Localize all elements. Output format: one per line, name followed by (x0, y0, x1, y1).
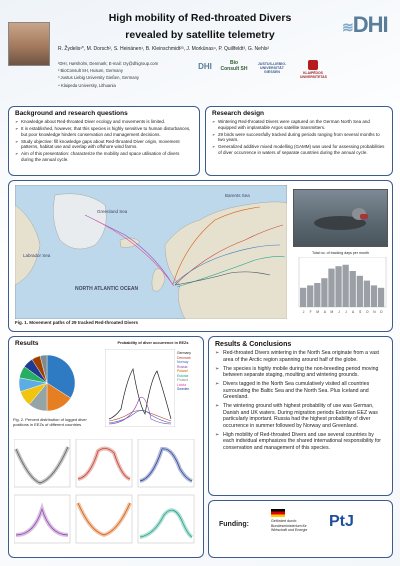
prob-panel-frame (76, 439, 132, 487)
prob-panel (76, 439, 132, 487)
klaipeda-crest-icon (308, 60, 318, 70)
prob-legend (177, 351, 203, 392)
funding-box (208, 500, 393, 558)
hist-bar (335, 266, 341, 307)
pie-caption: Fig. 2. Percent distribution of logged diver positions in EEZs of different countries (13, 417, 87, 427)
author-photo (8, 22, 50, 66)
prob-panel (138, 439, 194, 487)
funder-bmwi: Gefördert durch: Bundesministerium für Wirtschaft und Energie (271, 509, 319, 533)
prob-panel (76, 495, 132, 543)
research-design-box (205, 106, 393, 176)
background-item-4: ➢ Aim of this presentation: characterize the mobility and space utilisation of divers during the annual cycle. (15, 151, 193, 162)
probability-chart (105, 349, 175, 427)
hist-bar (378, 288, 384, 307)
background-heading: Background and research questions (15, 110, 128, 117)
legend-entry: Germany (177, 351, 191, 355)
conclusions-heading: Results & Conclusions (215, 341, 292, 348)
poster-title (70, 10, 330, 44)
hist-tick-label: N (373, 310, 376, 314)
conclusion-item-4: ➢ The wintering ground with highest probability of use was German, Danish and UK waters. During migration periods Estonian EEZ was particularly important. Russia had the highest probability of diver occurrence in summer followed by Norway and Greenland. (215, 403, 386, 429)
design-item-1: ➢ Wintering Red-throated Divers were captured on the German North Sea and equipped with implantable Argos satellite transmitters. (212, 119, 386, 130)
funder-ptj-logo: PtJ (329, 513, 354, 530)
jlu-logo: JUSTUS-LIEBIG-UNIVERSITÄT GIESSEN (257, 62, 287, 74)
dhi-logo-large (342, 12, 388, 38)
hist-tick-label: A (352, 310, 355, 314)
design-item-2: ➢ 29 birds were successfully tracked during periods ranging from several months to two years. (212, 132, 386, 143)
design-item-3: ➢ Generalized additive mixed modelling (GAMM) was used for assessing probabilities of diver occurrence in waters of separate countries during the annual cycle. (212, 144, 386, 155)
hist-bar (371, 285, 377, 307)
map-box (8, 180, 393, 332)
background-item-2: ➢ It is established, however, that this species is highly sensitive to human disturbances, but poor knowledge hinders conservation and management decisions. (15, 126, 193, 137)
conclusion-item-2: ➢ The species is highly mobile during the non-breeding period moving between separate staging, moulting and wintering grounds. (215, 366, 386, 379)
hist-tick-label: O (366, 310, 369, 314)
diver-photo (293, 189, 388, 247)
bioconsult-logo: Bio Consult SH (220, 60, 248, 72)
design-heading: Research design (212, 110, 265, 117)
affiliations (58, 60, 188, 89)
dhi-logo-text: DHI (352, 12, 388, 37)
results-box (8, 336, 204, 558)
tracking-histogram (293, 257, 388, 315)
hist-tick-label: J (345, 310, 347, 314)
hist-bar (300, 288, 306, 307)
map-label-barents-sea: Barents Sea (225, 193, 250, 198)
affiliation-2: ² BioConsult SH, Husum, Germany (58, 68, 123, 74)
results-heading: Results (15, 340, 39, 347)
dhi-logo-wave: ≋ (342, 19, 353, 35)
hist-tick-label: S (359, 310, 362, 314)
prob-panel (14, 439, 70, 487)
hist-bar (321, 278, 327, 307)
hist-tick-label: A (323, 310, 326, 314)
diver-throat (360, 214, 368, 219)
legend-entry: Russia (177, 364, 188, 369)
dhi-logo-small: DHI (198, 62, 212, 71)
legend-entry: Sweden (177, 387, 190, 391)
map-label-north-atlantic: NORTH ATLANTIC OCEAN (75, 286, 139, 292)
legend-entry: Denmark (177, 355, 191, 360)
german-flag-icon (271, 509, 285, 517)
hist-bar (364, 281, 370, 307)
legend-entry: Finland (177, 378, 189, 382)
eez-pie-chart (15, 351, 79, 415)
hist-tick-label: M (330, 310, 334, 314)
legend-entry: Estonia (177, 373, 189, 378)
eez-probability-panels (14, 439, 200, 549)
conclusion-item-1: ➢ Red-throated Divers wintering in the North Sea originate from a vast area of the Arctic region spanning around half of the globe. (215, 350, 386, 363)
legend-entry: Norway (177, 360, 189, 364)
hist-bar (343, 265, 349, 307)
affiliation-1: ¹DHI, Hørsholm, Denmark; E-mail: rzy@dhigroup.com (58, 61, 159, 66)
hist-bar (328, 269, 334, 307)
legend-entry: Poland (177, 369, 188, 373)
prob-chart-title: Probability of diver occurrence in EEZs (117, 341, 189, 345)
hist-tick-label: F (309, 310, 312, 314)
prob-panel (138, 495, 194, 543)
hist-bar (357, 276, 363, 307)
affiliation-3: ³ Justus Liebig University Gießen, Germany (58, 75, 139, 81)
conclusion-item-5: ➢ High mobility of Red-throated Divers and use several countries by each individual emphasizes the shared international responsibility for conservation and management of this species. (215, 432, 386, 452)
klaipeda-logo: KLAIPĖDOS UNIVERSITETAS (300, 60, 326, 80)
background-box (8, 106, 200, 176)
movement-map (15, 185, 287, 319)
map-label-labrador-sea: Labrador Sea (23, 253, 51, 258)
conclusion-item-3: ➢ Divers tagged in the North Sea cumulatively visited all countries surrounding the Baltic Sea and the North Sea. Plus Iceland and Greenland. (215, 381, 386, 401)
legend-entry: Latvia (177, 382, 187, 387)
hist-bar (314, 283, 320, 307)
title-line-1: High mobility of Red-throated Divers (108, 12, 292, 24)
affiliation-4: ⁴ Klaipeda University, Lithuania (58, 82, 116, 88)
prob-panel (14, 495, 70, 543)
map-caption: Fig. 1. Movement paths of 29 tracked Red-throated Divers (15, 320, 139, 325)
hist-tick-label: M (316, 310, 320, 314)
hist-bar (350, 271, 356, 307)
funding-label: Funding: (219, 521, 249, 528)
histogram-title: Total no. of tracking days per month (312, 251, 369, 255)
author-list: R. Žydelis¹*, M. Dorsch², S. Heinänen¹, B. Kleinschmidt²³, J. Morkūnas⁴, P. Quillfeldt³, G. Nehls² (58, 46, 270, 52)
background-item-1: ➢ Knowledge about Red-throated Diver ecology and movements is limited. (15, 119, 193, 125)
background-item-3: ➢ Study objective: fill knowledge gaps about Red-throated Diver origin, movement patterns, habitat use and overlap with offshore wind farms. (15, 139, 193, 150)
map-label-greenland-sea: Greenland Sea (97, 209, 128, 214)
hist-tick-label: J (302, 310, 305, 314)
conclusions-box (208, 336, 393, 496)
hist-bar (307, 285, 313, 307)
hist-tick-label: D (380, 310, 383, 314)
hist-tick-label: J (338, 310, 340, 314)
title-line-2: revealed by satellite telemetry (125, 29, 275, 41)
